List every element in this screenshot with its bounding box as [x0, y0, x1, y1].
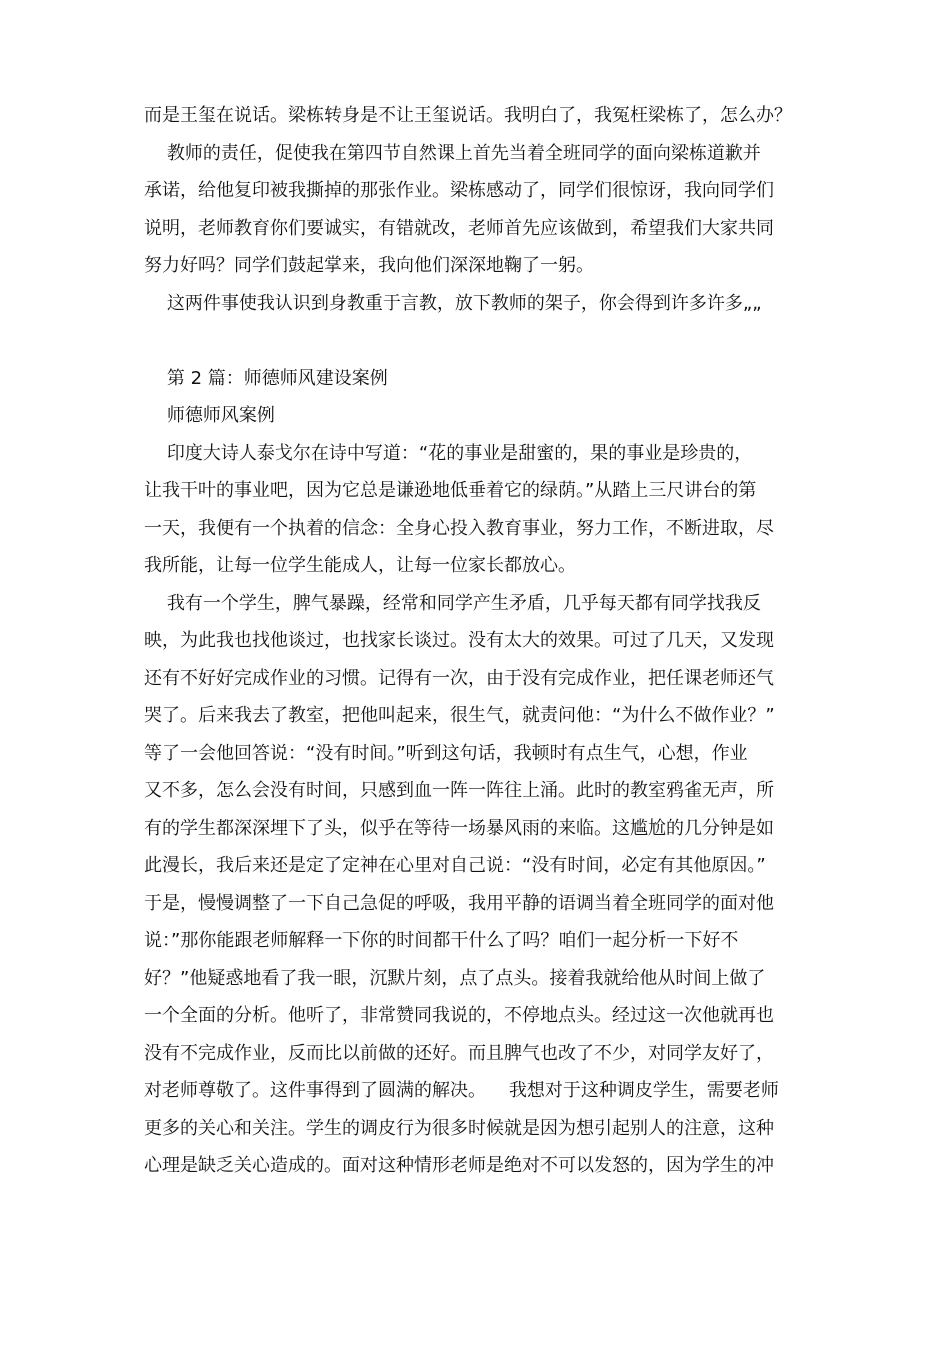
text-line: 印度大诗人泰戈尔在诗中写道：“花的事业是甜蜜的，果的事业是珍贵的， — [144, 442, 753, 464]
text-line: 而是王玺在说话。梁栋转身是不让王玺说话。我明白了，我冤枉梁栋了，怎么办？ — [144, 105, 792, 126]
text-line: 又不多，怎么会没有时间，只感到血一阵一阵往上涌。此时的教室鸦雀无声，所 — [144, 780, 774, 801]
text-line: 说明，老师教育你们要诚实，有错就改，老师首先应该做到，希望我们大家共同 — [144, 217, 774, 239]
text-line: 让我干叶的事业吧，因为它总是谦逊地低垂着它的绿荫。”从踏上三尺讲台的第 — [144, 480, 757, 501]
text-line: 努力好吗？同学们鼓起掌来，我向他们深深地鞠了一躬。 — [144, 255, 594, 276]
text-line: 有的学生都深深埋下了头，似乎在等待一场暴风雨的来临。这尴尬的几分钟是如 — [144, 817, 774, 839]
document-body — [144, 97, 818, 1185]
text-line: 说：”那你能跟老师解释一下你的时间都干什么了吗？咱们一起分析一下好不 — [144, 930, 739, 951]
section-subheading: 师德师风案例 — [144, 405, 275, 426]
section-heading: 第 2 篇：师德师风建设案例 — [144, 367, 388, 389]
text-line: 此漫长，我后来还是定了定神在心里对自己说：“没有时间，必定有其他原因。” — [144, 855, 766, 876]
text-line: 更多的关心和关注。学生的调皮行为很多时候就是因为想引起别人的注意，这种 — [144, 1117, 774, 1139]
section-gap — [144, 322, 818, 360]
text-line: 承诺，给他复印被我撕掉的那张作业。梁栋感动了，同学们很惊讶，我向同学们 — [144, 180, 774, 201]
text-line: 映，为此我也找他谈过，也找家长谈过。没有太大的效果。可过了几天，又发现 — [144, 630, 774, 651]
text-line: 对老师尊敬了。这件事得到了圆满的解决。 我想对于这种调皮学生，需要老师 — [144, 1080, 779, 1101]
text-line: 好？”他疑惑地看了我一眼，沉默片刻，点了点头。接着我就给他从时间上做了 — [144, 967, 766, 989]
text-line: 我有一个学生，脾气暴躁，经常和同学产生矛盾，几乎每天都有同学找我反 — [144, 592, 761, 614]
text-line: 心理是缺乏关心造成的。面对这种情形老师是绝对不可以发怒的，因为学生的冲 — [144, 1155, 774, 1176]
text-line: 一天，我便有一个执着的信念：全身心投入教育事业，努力工作，不断进取，尽 — [144, 517, 774, 539]
text-line: 这两件事使我认识到身教重于言教，放下教师的架子，你会得到许多许多„„ — [144, 292, 762, 314]
text-line: 我所能，让每一位学生能成人，让每一位家长都放心。 — [144, 555, 576, 576]
text-line: 没有不完成作业，反而比以前做的还好。而且脾气也改了不少，对同学友好了， — [144, 1042, 774, 1064]
text-line: 哭了。后来我去了教室，把他叫起来，很生气，就责问他：“为什么不做作业？” — [144, 705, 775, 726]
text-line: 教师的责任，促使我在第四节自然课上首先当着全班同学的面向梁栋道歉并 — [144, 142, 761, 164]
text-line: 一个全面的分析。他听了，非常赞同我说的，不停地点头。经过这一次他就再也 — [144, 1005, 774, 1026]
text-line: 等了一会他回答说：“没有时间。”听到这句话，我顿时有点生气，心想，作业 — [144, 742, 748, 764]
text-line: 于是，慢慢调整了一下自己急促的呼吸，我用平静的语调当着全班同学的面对他 — [144, 892, 774, 914]
text-line: 还有不好好完成作业的习惯。记得有一次，由于没有完成作业，把任课老师还气 — [144, 667, 774, 689]
